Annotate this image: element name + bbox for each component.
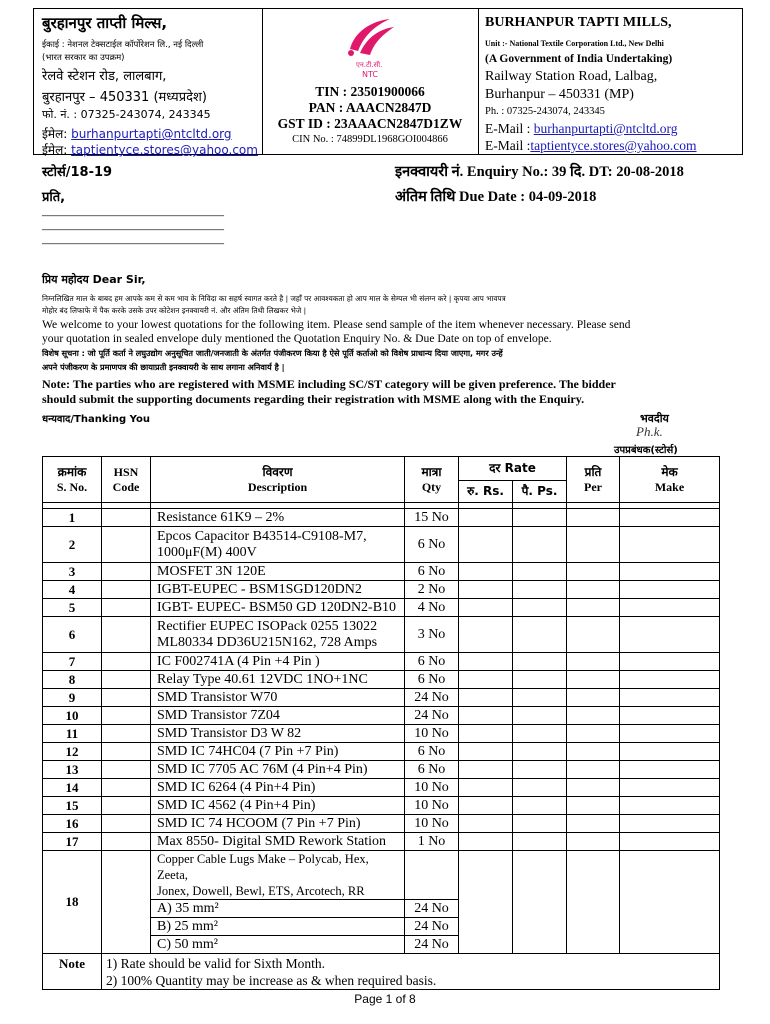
- row-qty: 6 No: [405, 743, 459, 761]
- row-description-line-1: SMD IC 7705 AC 76M (4 Pin+4 Pin): [157, 761, 368, 777]
- row-ps: [513, 653, 567, 671]
- table-row: [43, 689, 720, 707]
- row-sn: 9: [43, 689, 102, 707]
- row-sn: 4: [43, 581, 102, 599]
- hindi-company-name: बुरहानपुर ताप्ती मिल्स,: [42, 14, 168, 32]
- hindi-paragraph-line-1: निम्नलिखित माल के बाबद हम आपके कम से कम भाव के निविदा का सहर्ष स्वागत करते है | जहाँ पर आवश्यकता हो आप माल के सेम्पल भी संलग्न करे | कृपया आप भावपत्र: [42, 294, 506, 303]
- row-18-ps: [513, 851, 567, 954]
- row-qty: 15 No: [405, 509, 459, 527]
- row-description: [151, 527, 405, 563]
- row-ps: [513, 725, 567, 743]
- hindi-email-1: [42, 125, 232, 142]
- hindi-paragraph-line-2: मोहोर बंद लिफाफे में पैक करके उसके उपर कोटेशन इनक्वायरी नं. और अंतिम तिथी लिखकर भेजे |: [42, 306, 307, 315]
- header-qty-hindi: मात्रा: [421, 464, 442, 479]
- row-qty: 10 No: [405, 815, 459, 833]
- table-row: [43, 707, 720, 725]
- table-row: [43, 743, 720, 761]
- row-rs: [459, 761, 513, 779]
- blank-line: ——————————————: [42, 235, 224, 250]
- row-rs: [459, 833, 513, 851]
- hindi-unit: ईकाई : नेशनल टेक्सटाईल कॉर्पोरेशन लि., नई दिल्ली: [42, 40, 204, 50]
- row-hsn: [102, 707, 151, 725]
- row-rs: [459, 779, 513, 797]
- table-body: [43, 509, 720, 851]
- row-sn: 2: [43, 527, 102, 563]
- row-make: [620, 725, 720, 743]
- header-make-hindi: मेक: [661, 464, 678, 479]
- row-description-line-1: SMD IC 4562 (4 Pin+4 Pin): [157, 797, 316, 813]
- row-hsn: [102, 743, 151, 761]
- header-sn-english: S. No.: [56, 479, 88, 494]
- row-description: [151, 581, 405, 599]
- hindi-email-2: [42, 141, 258, 158]
- header-hsn-2: Code: [112, 479, 140, 494]
- note-content: [102, 954, 720, 990]
- row-per: [567, 599, 620, 617]
- row-per: [567, 527, 620, 563]
- row-per: [567, 761, 620, 779]
- row-hsn: [102, 815, 151, 833]
- row-hsn: [102, 779, 151, 797]
- row-description-line-1: SMD IC 6264 (4 Pin+4 Pin): [157, 779, 316, 795]
- row-make: [620, 707, 720, 725]
- special-note-line-1: विशेष सूचना : जो पूर्ति कर्ता ने लघुउद्योग अनुसूचित जाती/जनजाती के अंतर्गत पंजीकरण किया है ऐसे पूर्ति कर्ताओ को विशेष प्राधान्य दिया जाएगा, मगर उन्हें: [42, 348, 503, 358]
- cin-number: CIN No. : 74899DL1968GOI004866: [292, 134, 448, 145]
- english-email-label-1: E-Mail :: [485, 121, 534, 136]
- row-sn: 8: [43, 671, 102, 689]
- sub-desc: A) 35 mm²: [151, 900, 405, 918]
- letterhead: [33, 8, 743, 155]
- row-18-desc: [151, 851, 405, 900]
- row-qty: 6 No: [405, 527, 459, 563]
- row-18-qty: [405, 851, 459, 900]
- row-hsn: [102, 509, 151, 527]
- english-govt: (A Government of India Undertaking): [485, 53, 673, 65]
- items-table: [42, 456, 720, 990]
- table-row: [43, 815, 720, 833]
- row-sn: 11: [43, 725, 102, 743]
- header-rs: [459, 481, 513, 503]
- row-rs: [459, 689, 513, 707]
- row-description: [151, 689, 405, 707]
- row-sn: 13: [43, 761, 102, 779]
- row-per: [567, 833, 620, 851]
- row-qty: 24 No: [405, 689, 459, 707]
- row-per: [567, 581, 620, 599]
- stores-ref: स्टोर्स/18-19: [42, 165, 113, 180]
- row-description: [151, 599, 405, 617]
- row-make: [620, 653, 720, 671]
- row-rs: [459, 617, 513, 653]
- row-make: [620, 815, 720, 833]
- row-description-line-1: Epcos Capacitor B43514-C9108-M7,: [157, 528, 367, 544]
- hindi-email-label-2: ईमेल:: [42, 143, 68, 157]
- row-make: [620, 617, 720, 653]
- row-sn: 17: [43, 833, 102, 851]
- row-sn: 1: [43, 509, 102, 527]
- row-description-line-1: SMD Transistor 7Z04: [157, 707, 280, 723]
- row-hsn: [102, 599, 151, 617]
- row-qty: 10 No: [405, 779, 459, 797]
- row-qty: 2 No: [405, 581, 459, 599]
- row-rs: [459, 725, 513, 743]
- row-description: [151, 509, 405, 527]
- row-description: [151, 653, 405, 671]
- row-make: [620, 833, 720, 851]
- sub-qty: 24 No: [405, 936, 459, 954]
- ntc-logo-icon: [340, 15, 400, 61]
- row-rs: [459, 797, 513, 815]
- row-sn: 6: [43, 617, 102, 653]
- row-18-desc-line-2: Jonex, Dowell, Bewl, ETS, Arcotech, RR: [157, 884, 365, 898]
- row-ps: [513, 617, 567, 653]
- sub-desc: B) 25 mm²: [151, 918, 405, 936]
- row-sn: 12: [43, 743, 102, 761]
- tin-number: TIN : 23501900066: [315, 84, 425, 99]
- row-18-make: [620, 851, 720, 954]
- hindi-phone: फो. नं. : 07325-243074, 243345: [42, 108, 211, 121]
- row-hsn: [102, 581, 151, 599]
- row-hsn: [102, 563, 151, 581]
- header-per-english: Per: [584, 479, 602, 494]
- table-row: [43, 797, 720, 815]
- english-paragraph-line-1: We welcome to your lowest quotations for the following item. Please send sample of the item whenever necessary. Please send: [42, 318, 631, 331]
- row-make: [620, 689, 720, 707]
- row-description-line-1: Max 8550- Digital SMD Rework Station: [157, 833, 387, 849]
- row-rs: [459, 599, 513, 617]
- row-rs: [459, 671, 513, 689]
- header-sn: [43, 457, 102, 503]
- logo-text: NTC: [362, 70, 378, 79]
- row-per: [567, 797, 620, 815]
- header-desc-english: Description: [247, 479, 308, 494]
- row-per: [567, 725, 620, 743]
- sub-desc: C) 50 mm²: [151, 936, 405, 954]
- row-make: [620, 797, 720, 815]
- row-qty: 6 No: [405, 653, 459, 671]
- email-link-2[interactable]: taptientyce.stores@yahoo.com: [71, 143, 258, 157]
- row-description: [151, 617, 405, 653]
- sub-qty: 24 No: [405, 918, 459, 936]
- row-description-line-1: SMD IC 74HC04 (7 Pin +7 Pin): [157, 743, 339, 759]
- row-description-line-1: Relay Type 40.61 12VDC 1NO+1NC: [157, 671, 368, 687]
- row-ps: [513, 761, 567, 779]
- row-18-desc-line-1: Copper Cable Lugs Make – Polycab, Hex, Zeeta,: [157, 852, 369, 882]
- table-row: [43, 779, 720, 797]
- row-per: [567, 509, 620, 527]
- row-per: [567, 563, 620, 581]
- english-email-link-1[interactable]: burhanpurtapti@ntcltd.org: [533, 121, 678, 136]
- hindi-govt: (भारत सरकार का उपक्रम): [42, 53, 125, 63]
- row-make: [620, 779, 720, 797]
- hindi-city: बुरहानपुर – 450331 (मध्यप्रदेश): [42, 90, 207, 105]
- row-qty: 6 No: [405, 563, 459, 581]
- row-hsn: [102, 689, 151, 707]
- row-description: [151, 671, 405, 689]
- header-per: [567, 457, 620, 503]
- row-rs: [459, 815, 513, 833]
- row-hsn: [102, 761, 151, 779]
- english-company-name: BURHANPUR TAPTI MILLS,: [485, 15, 672, 30]
- row-qty: 10 No: [405, 797, 459, 815]
- to-label: प्रति,: [42, 190, 66, 205]
- row-description: [151, 797, 405, 815]
- header-desc-hindi: विवरण: [262, 464, 293, 479]
- table-row: [43, 617, 720, 653]
- pan-number: PAN : AAACN2847D: [308, 100, 432, 115]
- row-description: [151, 563, 405, 581]
- row-per: [567, 689, 620, 707]
- letterhead-english-block: [478, 9, 743, 154]
- header-make: [620, 457, 720, 503]
- row-qty: 6 No: [405, 761, 459, 779]
- row-make: [620, 509, 720, 527]
- row-hsn: [102, 653, 151, 671]
- header-rs-label: रु. Rs.: [467, 484, 504, 498]
- english-email-label-2: E-Mail :: [485, 138, 531, 153]
- english-road: Railway Station Road, Lalbag,: [485, 69, 658, 84]
- table-row: [43, 599, 720, 617]
- row-sn: 5: [43, 599, 102, 617]
- row-ps: [513, 833, 567, 851]
- row-rs: [459, 563, 513, 581]
- row-description-line-1: SMD Transistor D3 W 82: [157, 725, 302, 741]
- row-rs: [459, 527, 513, 563]
- header-rate: [459, 457, 567, 481]
- email-link-1[interactable]: burhanpurtapti@ntcltd.org: [71, 127, 232, 141]
- table-row: [43, 509, 720, 527]
- row-description-line-1: IC F002741A (4 Pin +4 Pin ): [157, 653, 320, 669]
- row-ps: [513, 689, 567, 707]
- english-phone: Ph. : 07325-243074, 243345: [485, 106, 605, 117]
- special-note-line-2: अपने पंजीकरण के प्रमाणपत्र की छायाप्रती इनक्वायरी के साथ लगाना अनिवार्य है |: [42, 362, 285, 372]
- row-ps: [513, 671, 567, 689]
- row-ps: [513, 779, 567, 797]
- row-qty: 6 No: [405, 671, 459, 689]
- row-per: [567, 815, 620, 833]
- row-description-line-1: SMD Transistor W70: [157, 689, 278, 705]
- row-description-line-1: SMD IC 74 HCOOM (7 Pin +7 Pin): [157, 815, 361, 831]
- salutation: प्रिय महोदय Dear Sir,: [42, 273, 146, 286]
- row-sn: 7: [43, 653, 102, 671]
- gst-id: GST ID : 23AAACN2847D1ZW: [277, 116, 463, 131]
- row-hsn: [102, 527, 151, 563]
- header-description: [151, 457, 405, 503]
- table-row: [43, 563, 720, 581]
- row-sn: 15: [43, 797, 102, 815]
- note-line-2: 2) 100% Quantity may be increase as & when required basis.: [106, 972, 437, 988]
- row-per: [567, 671, 620, 689]
- english-email-link-2[interactable]: taptientyce.stores@yahoo.com: [530, 138, 697, 153]
- table-row: [43, 725, 720, 743]
- header-per-hindi: प्रति: [584, 464, 602, 479]
- row-ps: [513, 707, 567, 725]
- row-18-group: [43, 851, 720, 990]
- blank-line: ——————————————: [42, 207, 224, 222]
- row-qty: 1 No: [405, 833, 459, 851]
- table-row: [43, 833, 720, 851]
- row-18-sn: 18: [43, 851, 102, 954]
- note-label: Note: [43, 954, 102, 990]
- designation: उपप्रबंधक(स्टोर्स): [614, 445, 678, 456]
- row-18-rs: [459, 851, 513, 954]
- row-hsn: [102, 671, 151, 689]
- blank-line: ——————————————: [42, 221, 224, 236]
- note-row: [43, 954, 720, 990]
- row-description-line-2: 1000μF(M) 400V: [157, 544, 257, 560]
- row-description: [151, 779, 405, 797]
- row-description: [151, 833, 405, 851]
- row-rs: [459, 653, 513, 671]
- header-qty-english: Qty: [421, 479, 442, 494]
- row-hsn: [102, 725, 151, 743]
- note-line-1: 1) Rate should be valid for Sixth Month.: [106, 955, 325, 971]
- row-description-line-1: MOSFET 3N 120E: [157, 563, 266, 579]
- english-email-1: [485, 121, 678, 137]
- row-description-line-1: IGBT- EUPEC- BSM50 GD 120DN2-B10: [157, 599, 397, 615]
- english-paragraph-line-2: your quotation in sealed envelope duly mentioned the Quotation Enquiry No. & Due Date on top of envelope.: [42, 332, 552, 345]
- enquiry-number: इनक्वायरी नं. Enquiry No.: 39 दि. DT: 20-08-2018: [395, 164, 684, 180]
- header-sn-hindi: क्रमांक: [57, 464, 87, 479]
- row-rs: [459, 743, 513, 761]
- row-ps: [513, 743, 567, 761]
- row-rs: [459, 509, 513, 527]
- row-description: [151, 815, 405, 833]
- table-row: [43, 761, 720, 779]
- row-ps: [513, 509, 567, 527]
- row-rs: [459, 707, 513, 725]
- row-qty: 4 No: [405, 599, 459, 617]
- row-description-line-2: ML80334 DD36U215N162, 728 Amps: [157, 634, 378, 650]
- row-make: [620, 527, 720, 563]
- row-ps: [513, 581, 567, 599]
- letterhead-hindi-block: [34, 9, 263, 157]
- english-unit: Unit :- National Textile Corporation Ltd., New Delhi: [485, 39, 664, 48]
- row-make: [620, 743, 720, 761]
- row-make: [620, 761, 720, 779]
- sub-qty: 24 No: [405, 900, 459, 918]
- msme-note-line-1: Note: The parties who are registered with MSME including SC/ST category will be given preference. The bidder: [42, 377, 616, 391]
- row-description: [151, 725, 405, 743]
- row-per: [567, 653, 620, 671]
- table-row: [43, 527, 720, 563]
- logo-hindi-text: एन.टी.सी.: [356, 61, 383, 69]
- row-ps: [513, 563, 567, 581]
- due-date: अंतिम तिथि Due Date : 04-09-2018: [395, 189, 597, 205]
- english-email-2: [485, 138, 697, 154]
- page-number: Page 1 of 8: [354, 992, 416, 1006]
- row-make: [620, 671, 720, 689]
- row-qty: 10 No: [405, 725, 459, 743]
- row-make: [620, 563, 720, 581]
- row-description: [151, 707, 405, 725]
- row-per: [567, 707, 620, 725]
- row-ps: [513, 599, 567, 617]
- row-hsn: [102, 833, 151, 851]
- yours-faithfully: भवदीय: [640, 412, 669, 425]
- row-qty: 3 No: [405, 617, 459, 653]
- row-make: [620, 599, 720, 617]
- table-row: [43, 851, 720, 900]
- table-row: [43, 671, 720, 689]
- signature: Ph.k.: [636, 424, 663, 439]
- row-18-hsn: [102, 851, 151, 954]
- row-hsn: [102, 797, 151, 815]
- table-header-row: [43, 457, 720, 481]
- header-ps-label: पै. Ps.: [521, 484, 558, 498]
- row-ps: [513, 797, 567, 815]
- row-sn: 14: [43, 779, 102, 797]
- hindi-email-label-1: ईमेल:: [42, 127, 68, 141]
- row-description-line-1: IGBT-EUPEC - BSM1SGD120DN2: [157, 581, 362, 597]
- row-per: [567, 779, 620, 797]
- english-city: Burhanpur – 450331 (MP): [485, 87, 634, 102]
- header-rate-label: दर Rate: [489, 461, 536, 475]
- header-hsn: [102, 457, 151, 503]
- header-ps: [513, 481, 567, 503]
- row-description-line-1: Rectifier EUPEC ISOPack 0255 13022: [157, 618, 378, 634]
- hindi-road: रेलवे स्टेशन रोड, लालबाग,: [42, 69, 167, 84]
- header-make-english: Make: [654, 479, 685, 494]
- address-blank-lines: [42, 208, 224, 250]
- header-hsn-1: HSN: [113, 464, 139, 479]
- row-rs: [459, 581, 513, 599]
- thanking-you: धन्यवाद/Thanking You: [42, 414, 150, 425]
- table-row: [43, 653, 720, 671]
- row-description-line-1: Resistance 61K9 – 2%: [157, 509, 285, 525]
- row-ps: [513, 815, 567, 833]
- letterhead-center-block: [262, 9, 478, 154]
- header-qty: [405, 457, 459, 503]
- row-ps: [513, 527, 567, 563]
- row-sn: 3: [43, 563, 102, 581]
- row-make: [620, 581, 720, 599]
- row-hsn: [102, 617, 151, 653]
- row-sn: 16: [43, 815, 102, 833]
- row-description: [151, 761, 405, 779]
- row-sn: 10: [43, 707, 102, 725]
- msme-note-line-2: should submit the supporting documents regarding their registration with MSME along with the Enquiry.: [42, 392, 585, 406]
- row-description: [151, 743, 405, 761]
- row-per: [567, 743, 620, 761]
- row-18-per: [567, 851, 620, 954]
- row-qty: 24 No: [405, 707, 459, 725]
- row-per: [567, 617, 620, 653]
- table-row: [43, 581, 720, 599]
